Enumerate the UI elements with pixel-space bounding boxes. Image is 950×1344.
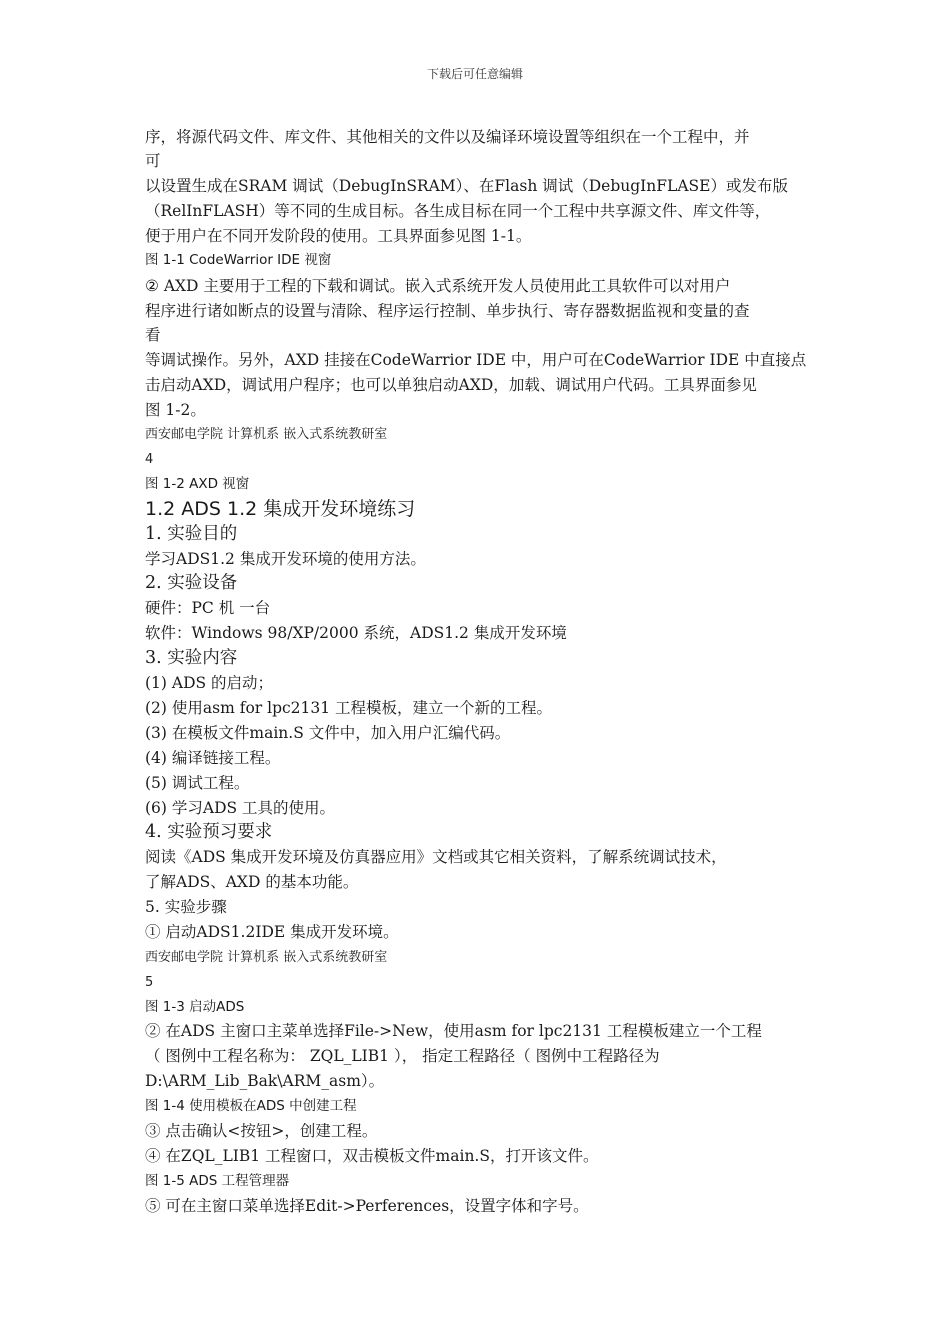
paragraph-line: 可 — [145, 152, 161, 170]
subsection-heading: 3. 实验内容 — [145, 648, 238, 668]
footer-line: 西安邮电学院 计算机系 嵌入式系统教研室 — [145, 950, 388, 965]
paragraph-line: 看 — [145, 326, 161, 344]
paragraph-line: 击启动AXD，调试用户程序；也可以单独启动AXD，加载、调试用户代码。工具界面参见 — [145, 376, 757, 394]
paragraph-line: ② AXD 主要用于工程的下载和调试。嵌入式系统开发人员使用此工具软件可以对用户 — [145, 277, 731, 295]
paragraph-line: (3) 在模板文件main.S 文件中，加入用户汇编代码。 — [145, 724, 511, 742]
paragraph-line: 序，将源代码文件、库文件、其他相关的文件以及编译环境设置等组织在一个工程中，并 — [145, 128, 750, 146]
paragraph-line: ④ 在ZQL_LIB1 工程窗口，双击模板文件main.S，打开该文件。 — [145, 1147, 599, 1165]
figure-caption: 图 1-3 启动ADS — [145, 999, 245, 1015]
page-header: 下载后可任意编辑 — [426, 67, 523, 81]
paragraph-line: D:\ARM_Lib_Bak\ARM_asm）。 — [145, 1072, 385, 1090]
paragraph-line: 图 1-2。 — [145, 401, 206, 419]
figure-caption: 图 1-5 ADS 工程管理器 — [145, 1173, 290, 1189]
paragraph-line: (1) ADS 的启动； — [145, 674, 274, 692]
paragraph-line: 5. 实验步骤 — [145, 898, 227, 916]
paragraph-line: (2) 使用asm for lpc2131 工程模板，建立一个新的工程。 — [145, 699, 553, 717]
figure-caption: 图 1-1 CodeWarrior IDE 视窗 — [145, 252, 332, 268]
subsection-heading: 4. 实验预习要求 — [145, 822, 273, 842]
paragraph-line: （RelInFLASH）等不同的生成目标。各生成目标在同一个工程中共享源文件、库文件等， — [145, 202, 771, 220]
paragraph-line: (5) 调试工程。 — [145, 774, 250, 792]
paragraph-line: ⑤ 可在主窗口菜单选择Edit->Perferences，设置字体和字号。 — [145, 1197, 589, 1215]
paragraph-line: (4) 编译链接工程。 — [145, 749, 281, 767]
subsection-heading: 1. 实验目的 — [145, 524, 238, 544]
paragraph-line: 软件：Windows 98/XP/2000 系统，ADS1.2 集成开发环境 — [145, 624, 567, 642]
paragraph-line: 以设置生成在SRAM 调试（DebugInSRAM）、在Flash 调试（DebugInFLASE）或发布版 — [145, 177, 788, 195]
paragraph-line: 了解ADS、AXD 的基本功能。 — [145, 873, 359, 891]
paragraph-line: (6) 学习ADS 工具的使用。 — [145, 799, 336, 817]
footer-line: 西安邮电学院 计算机系 嵌入式系统教研室 — [145, 427, 388, 442]
figure-caption: 图 1-4 使用模板在ADS 中创建工程 — [145, 1098, 357, 1114]
footer-line: 5 — [145, 975, 154, 990]
paragraph-line: 阅读《ADS 集成开发环境及仿真器应用》文档或其它相关资料，了解系统调试技术， — [145, 848, 727, 866]
paragraph-line: ② 在ADS 主窗口主菜单选择File->New，使用asm for lpc2131 工程模板建立一个工程 — [145, 1022, 762, 1040]
paragraph-line: 学习ADS1.2 集成开发环境的使用方法。 — [145, 550, 426, 568]
paragraph-line: ① 启动ADS1.2IDE 集成开发环境。 — [145, 923, 399, 941]
paragraph-line: 硬件：PC 机 一台 — [145, 599, 271, 617]
figure-caption: 图 1-2 AXD 视窗 — [145, 476, 250, 492]
section-heading: 1.2 ADS 1.2 集成开发环境练习 — [145, 498, 416, 520]
paragraph-line: （ 图例中工程名称为： ZQL_LIB1 ）， 指定工程路径（ 图例中工程路径为 — [145, 1047, 660, 1065]
subsection-heading: 2. 实验设备 — [145, 573, 238, 593]
paragraph-line: 便于用户在不同开发阶段的使用。工具界面参见图 1-1。 — [145, 227, 532, 245]
paragraph-line: 等调试操作。另外，AXD 挂接在CodeWarrior IDE 中，用户可在CodeWarrior IDE 中直接点 — [145, 351, 807, 369]
paragraph-line: 程序进行诸如断点的设置与清除、程序运行控制、单步执行、寄存器数据监视和变量的查 — [145, 302, 750, 320]
paragraph-line: ③ 点击确认<按钮>，创建工程。 — [145, 1122, 378, 1140]
footer-line: 4 — [145, 452, 154, 467]
